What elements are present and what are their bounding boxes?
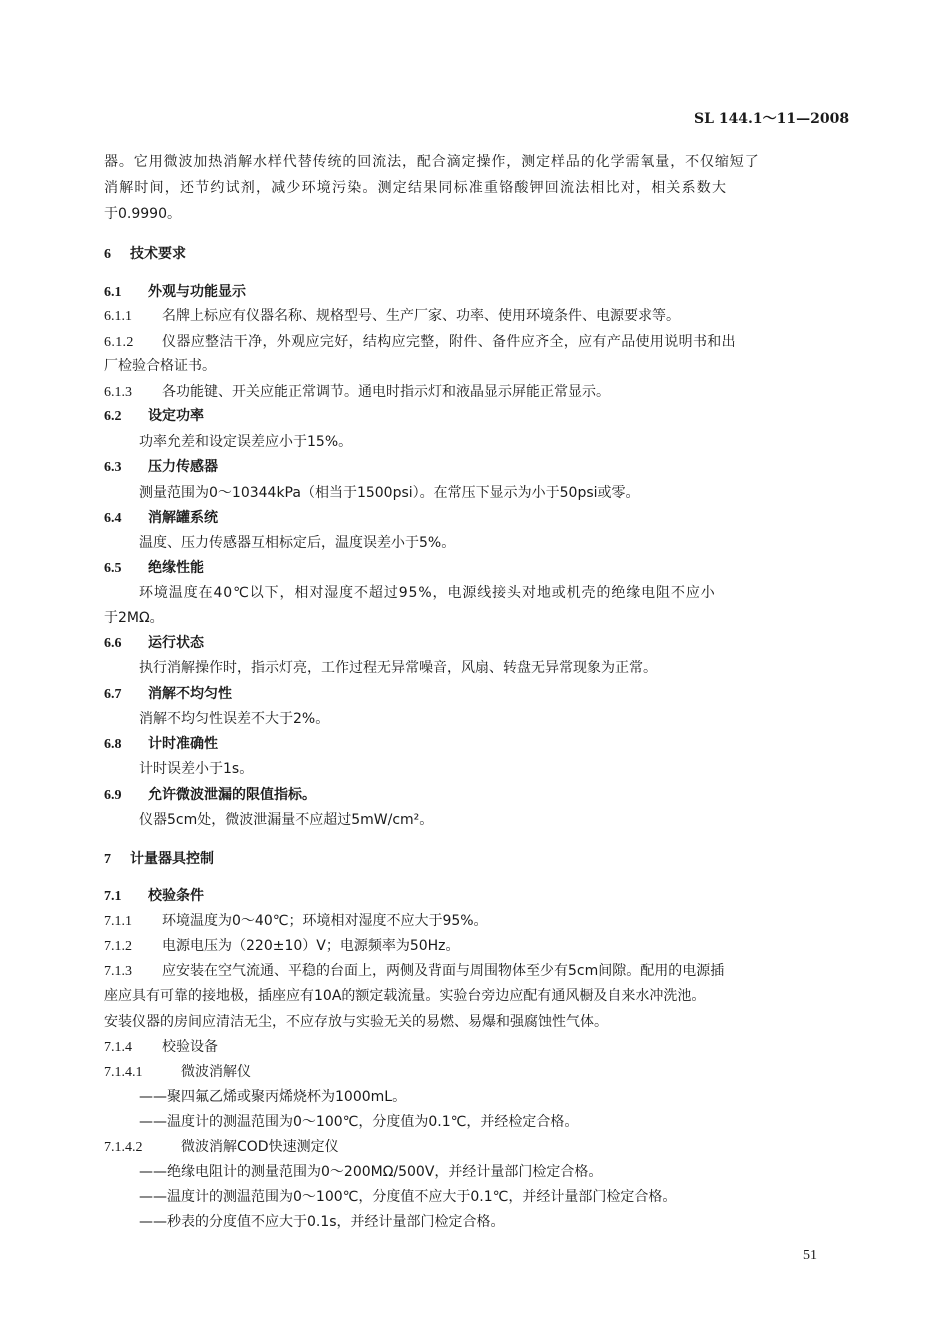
section-6-3-heading: 6.3 压力传感器: [104, 459, 218, 475]
clause-6-1-1: 6.1.1 名牌上标应有仪器名称、规格型号、生产厂家、功率、使用环境条件、电源要求等。: [104, 308, 680, 324]
clause-7-1-1: 7.1.1 环境温度为0～40℃；环境相对湿度不应大于95%。: [104, 913, 488, 929]
section-6-5-text-cont: 于2MΩ。: [104, 610, 164, 626]
intro-line-2: 消解时间，还节约试剂，减少环境污染。测定结果同标准重铬酸钾回流法相比对，相关系数大: [104, 180, 728, 196]
clause-7-1-4-2-item-2: ——温度计的测温范围为0～100℃，分度值不应大于0.1℃，并经计量部门检定合格。: [139, 1189, 677, 1205]
clause-7-1-4-1-item-1: ——聚四氟乙烯或聚丙烯烧杯为1000mL。: [139, 1089, 407, 1105]
clause-7-1-4: 7.1.4 校验设备: [104, 1039, 218, 1055]
clause-7-1-3-cont-1: 座应具有可靠的接地极，插座应有10A的额定载流量。实验台旁边应配有通风橱及自来水冲洗池。: [104, 988, 706, 1004]
section-6-2-text: 功率允差和设定误差应小于15%。: [139, 434, 353, 450]
clause-7-1-3: 7.1.3 应安装在空气流通、平稳的台面上，两侧及背面与周围物体至少有5cm间隙。配用的电源插: [104, 963, 725, 979]
section-6-8-heading: 6.8 计时准确性: [104, 736, 218, 752]
clause-6-1-2-cont: 厂检验合格证书。: [104, 358, 216, 374]
section-7-heading: 7 计量器具控制: [104, 851, 214, 867]
intro-line-1: 器。它用微波加热消解水样代替传统的回流法，配合滴定操作，测定样品的化学需氧量，不仅缩短了: [104, 154, 760, 170]
section-6-6-heading: 6.6 运行状态: [104, 635, 204, 651]
clause-7-1-4-2: 7.1.4.2 微波消解COD快速测定仪: [104, 1139, 339, 1155]
page-number: 51: [803, 1248, 817, 1263]
clause-6-1-2: 6.1.2 仪器应整洁干净，外观应完好，结构应完整，附件、备件应齐全，应有产品使用说明书和出: [104, 334, 736, 350]
section-7-1-heading: 7.1 校验条件: [104, 888, 204, 904]
clause-7-1-4-2-item-1: ——绝缘电阻计的测量范围为0～200MΩ/500V，并经计量部门检定合格。: [139, 1164, 603, 1180]
section-6-9-text: 仪器5cm处，微波泄漏量不应超过5mW/cm²。: [139, 812, 434, 828]
section-6-5-text: 环境温度在40℃以下，相对湿度不超过95%，电源线接头对地或机壳的绝缘电阻不应小: [139, 585, 716, 601]
section-6-7-text: 消解不均匀性误差不大于2%。: [139, 711, 330, 727]
clause-7-1-3-cont-2: 安装仪器的房间应清洁无尘，不应存放与实验无关的易燃、易爆和强腐蚀性气体。: [104, 1014, 608, 1030]
clause-7-1-2: 7.1.2 电源电压为（220±10）V；电源频率为50Hz。: [104, 938, 460, 954]
intro-line-3: 于0.9990。: [104, 206, 181, 222]
section-6-8-text: 计时误差小于1s。: [139, 761, 254, 777]
section-6-4-heading: 6.4 消解罐系统: [104, 510, 218, 526]
section-6-3-text: 测量范围为0～10344kPa（相当于1500psi）。在常压下显示为小于50psi或零。: [139, 485, 640, 501]
clause-7-1-4-2-item-3: ——秒表的分度值不应大于0.1s，并经计量部门检定合格。: [139, 1214, 505, 1230]
section-6-heading: 6 技术要求: [104, 246, 186, 262]
section-6-2-heading: 6.2 设定功率: [104, 408, 204, 424]
section-6-7-heading: 6.7 消解不均匀性: [104, 686, 232, 702]
section-6-9-heading: 6.9 允许微波泄漏的限值指标。: [104, 787, 316, 803]
clause-6-1-3: 6.1.3 各功能键、开关应能正常调节。通电时指示灯和液晶显示屏能正常显示。: [104, 384, 610, 400]
section-6-1-heading: 6.1 外观与功能显示: [104, 284, 246, 300]
section-6-4-text: 温度、压力传感器互相标定后，温度误差小于5%。: [139, 535, 456, 551]
section-6-6-text: 执行消解操作时，指示灯亮，工作过程无异常噪音，风扇、转盘无异常现象为正常。: [139, 660, 657, 676]
section-6-5-heading: 6.5 绝缘性能: [104, 560, 204, 576]
clause-7-1-4-1: 7.1.4.1 微波消解仪: [104, 1064, 251, 1080]
clause-7-1-4-1-item-2: ——温度计的测温范围为0～100℃，分度值为0.1℃，并经检定合格。: [139, 1114, 579, 1130]
document-code: SL 144.1～11—2008: [694, 111, 850, 127]
